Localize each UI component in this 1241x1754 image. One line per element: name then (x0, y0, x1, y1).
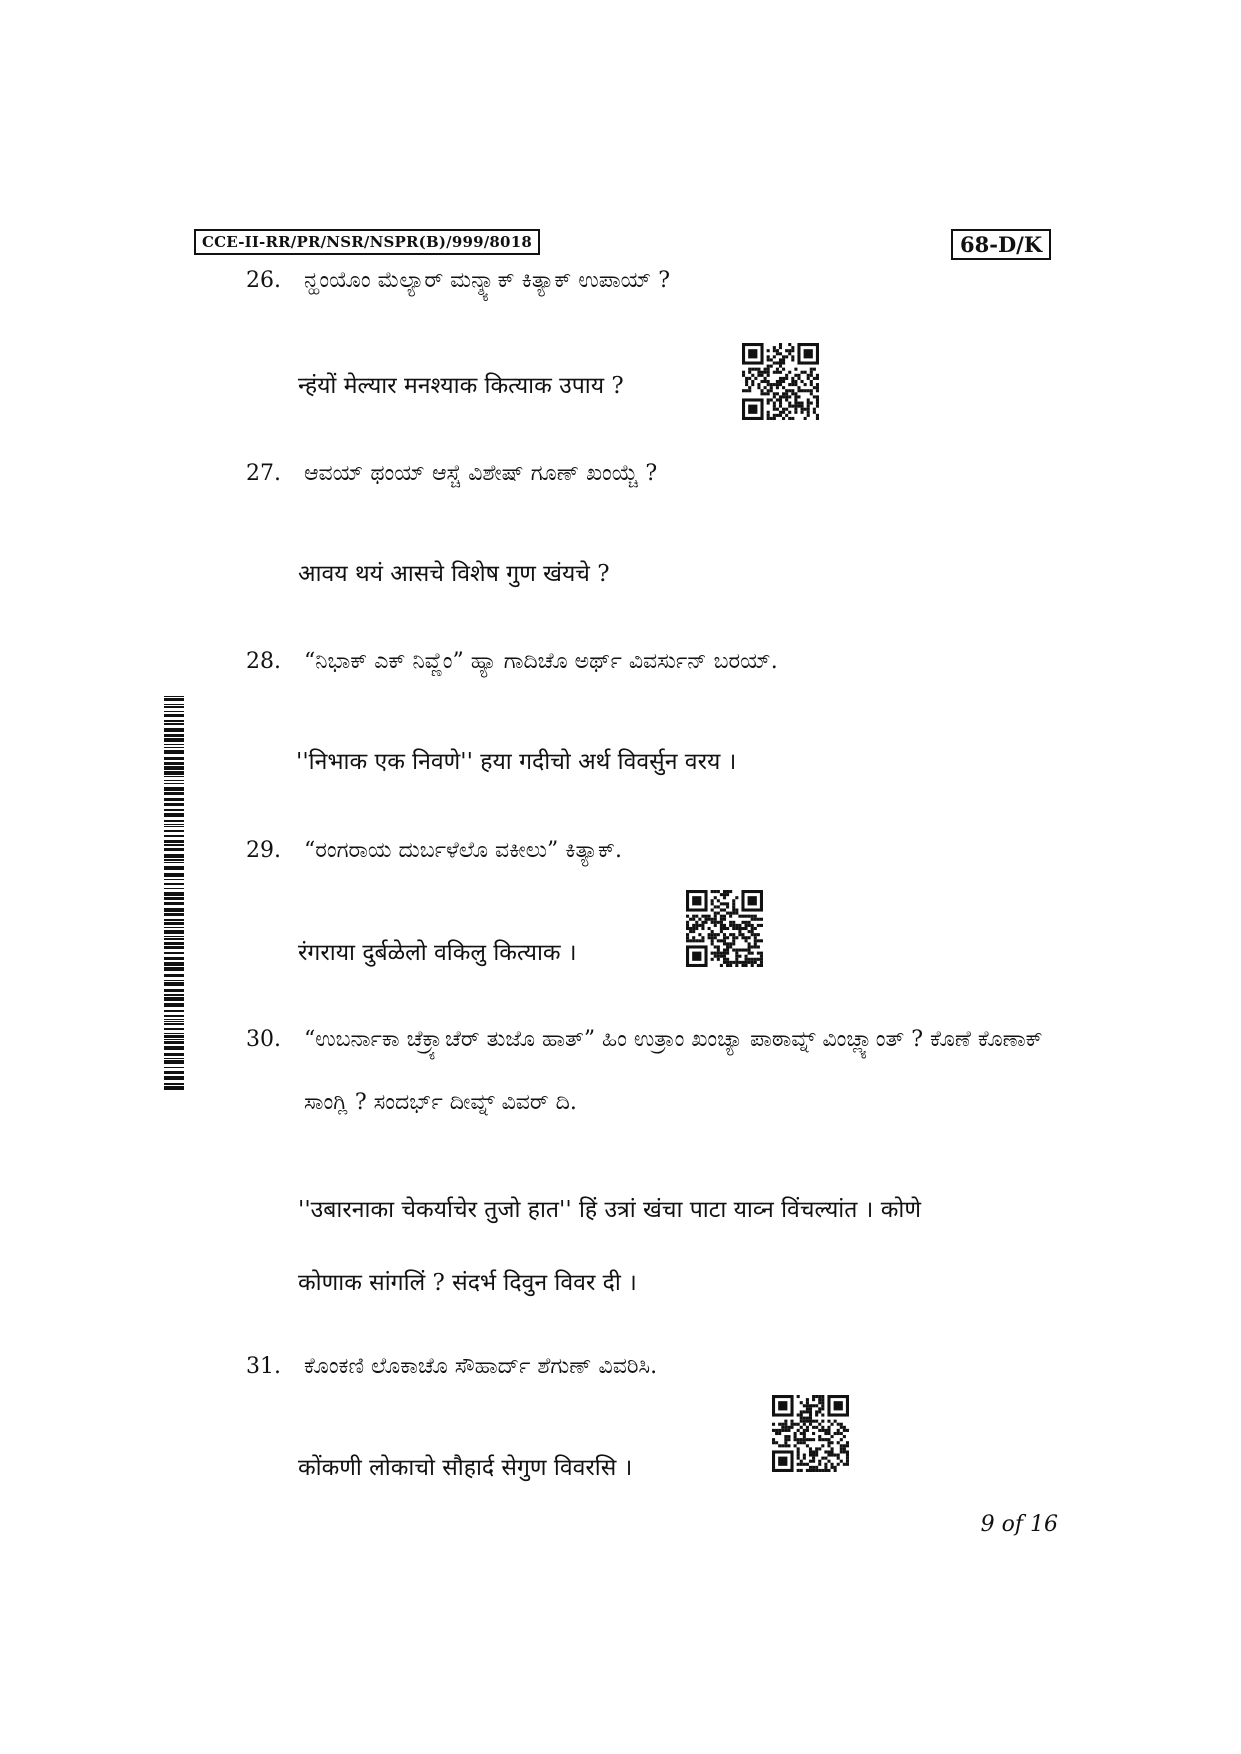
question-26 (246, 268, 1061, 293)
question-number: 26. (246, 268, 281, 293)
question-27 (246, 461, 1061, 486)
question-number: 31. (246, 1354, 281, 1379)
question-kannada: “ರಂಗರಾಯ ದುರ್ಬಳೆಲೊ ವಕೀಲು” ಕಿತ್ಯಾಕ್. (304, 838, 623, 863)
question-number: 30. (246, 1027, 281, 1052)
question-kannada: “ಉಬರ್ನಾಕಾ ಚೆಕ್ರ್ಯಾಚೆರ್ ತುಜೊ ಹಾತ್” ಹಿಂ ಉತ್ರಾಂ ಖಂಚ್ಯಾ ಪಾಠಾವ್ನ್ ವಿಂಚ್ಲ್ಯಾಂತ್ ? ಕೊಣೆ ಕೊಣಾಕ್ ಸಾಂಗ್ಲಿ ? ಸಂದರ್ಭ್ ದೀವ್ನ್ ವಿವರ್ ದಿ. (304, 1027, 1043, 1115)
question-kannada: ನ್ಹಂಯೊಂ ಮೆಲ್ಯಾರ್ ಮನ್ಶ್ಯಾಕ್ ಕಿತ್ಯಾಕ್ ಉಪಾಯ್ ? (304, 268, 671, 293)
question-kannada: ಕೊಂಕಣಿ ಲೊಕಾಚೊ ಸೌಹಾರ್ದ್ ಶೆಗುಣ್ ವಿವರಿಸಿ. (304, 1354, 658, 1379)
question-31 (246, 1354, 1061, 1379)
question-devanagari: कोणाक सांगलिं ? संदर्भ दिवुन विवर दी । (298, 1270, 637, 1296)
question-devanagari: न्हंयों मेल्यार मनश्याक कित्याक उपाय ? (298, 373, 624, 399)
question-kannada: ಆವಯ್ ಥಂಯ್ ಆಸ್ಚೆ ವಿಶೇಷ್ ಗೂಣ್ ಖಂಯ್ಚೆ ? (304, 461, 658, 486)
barcode-icon (164, 696, 184, 1091)
question-devanagari: ''निभाक एक निवणे'' हया गदीचो अर्थ विवर्सुन वरय । (296, 749, 737, 775)
question-number: 27. (246, 461, 281, 486)
question-30 (246, 1027, 1061, 1134)
question-28 (246, 649, 1061, 674)
qr-code-icon (742, 343, 819, 420)
qr-code-icon (686, 890, 763, 967)
question-devanagari: आवय थयं आसचे विशेष गुण खंयचे ? (298, 561, 610, 587)
question-devanagari: कोंकणी लोकाचो सौहार्द सेगुण विवरसि । (298, 1455, 633, 1481)
page-number: 9 of 16 (980, 1512, 1058, 1537)
set-code: 68-D/K (951, 229, 1051, 260)
question-kannada: “ನಿಭಾಕ್ ಎಕ್ ನಿವ್ಣೆಂ” ಹ್ಯಾ ಗಾದಿಚೊ ಅರ್ಥ್ ವಿವರ್ಸುನ್ ಬರಯ್. (304, 649, 778, 674)
question-devanagari: ''उबारनाका चेकर्याचेर तुजो हात'' हिं उत्रां खंचा पाटा याव्न विंचल्यांत । कोणे (298, 1197, 921, 1223)
question-devanagari: रंगराया दुर्बळेलो वकिलु कित्याक । (298, 940, 577, 966)
question-number: 28. (246, 649, 281, 674)
paper-code: CCE-II-RR/PR/NSR/NSPR(B)/999/8018 (194, 229, 540, 255)
question-number: 29. (246, 838, 281, 863)
question-29 (246, 838, 1061, 863)
qr-code-icon (772, 1395, 849, 1472)
